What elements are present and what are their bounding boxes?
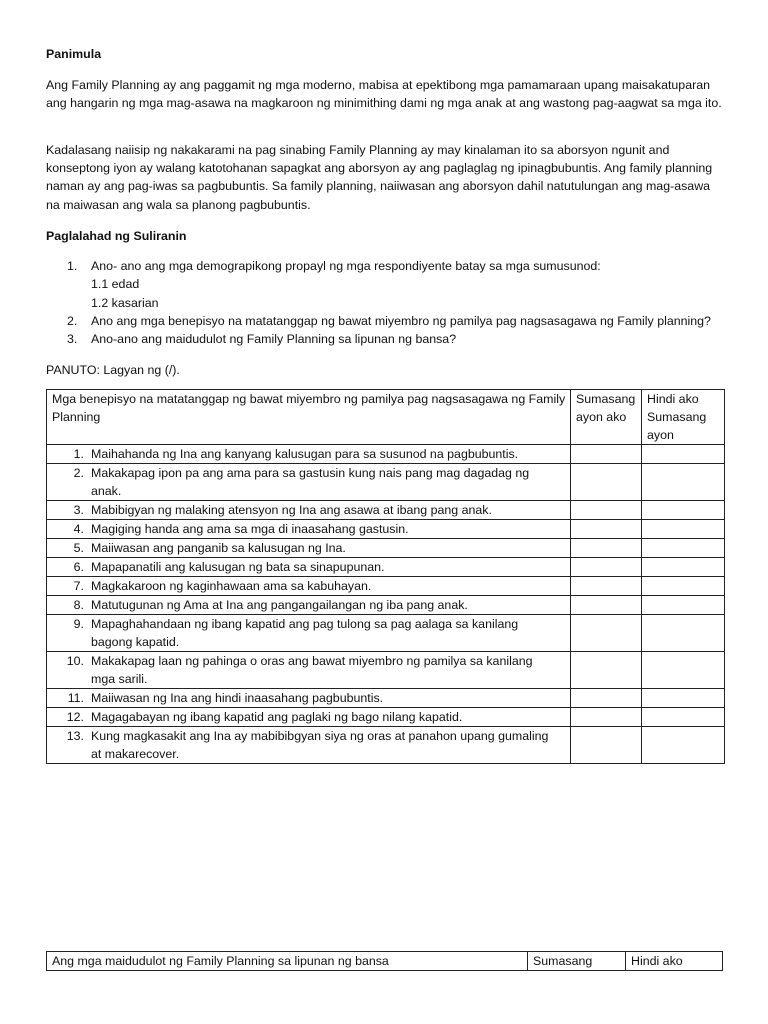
- agree-cell[interactable]: [571, 577, 642, 596]
- agree-cell[interactable]: [571, 445, 642, 464]
- table-header-agree: Sumasang: [528, 952, 626, 971]
- agree-cell[interactable]: [571, 501, 642, 520]
- disagree-cell[interactable]: [642, 520, 725, 539]
- disagree-cell[interactable]: [642, 708, 725, 727]
- table-row: 12. Magagabayan ng ibang kapatid ang paglaki ng bago nilang kapatid.: [47, 708, 725, 727]
- list-item: 1. Ano- ano ang mga demograpikong propayl ng mga respondiyente batay sa mga sumusunod:: [67, 259, 601, 273]
- list-subitem: 1.1 edad: [91, 277, 140, 292]
- disagree-cell[interactable]: [642, 689, 725, 708]
- disagree-cell[interactable]: [642, 558, 725, 577]
- agree-cell[interactable]: [571, 708, 642, 727]
- disagree-cell[interactable]: [642, 539, 725, 558]
- panuto-instruction: PANUTO: Lagyan ng (/).: [46, 363, 180, 377]
- intro-paragraph-2: Kadalasang naiisip ng nakakarami na pag sinabing Family Planning ay may kinalaman ito sa aborsyon ngunit and konseptong iyon ay walang katotohanan sapagkat ang aborsyon ay ang paglaglag ng ipinagbubuntis. Ang family planning naman ay ang pag-iwas sa pagbubuntis. Sa family planning, naiiwasan ang aborsyon dahil natutulungan ang mag-asawa na maiwasan ang wala sa planong pagbubuntis.: [46, 143, 713, 212]
- agree-cell[interactable]: [571, 520, 642, 539]
- list-subitem: 1.2 kasarian: [91, 295, 159, 310]
- table-row: 4. Magiging handa ang ama sa mga di inaasahang gastusin.: [47, 520, 725, 539]
- disagree-cell[interactable]: [642, 652, 725, 689]
- table-row: 7. Magkakaroon ng kaginhawaan ama sa kabuhayan.: [47, 577, 725, 596]
- table-row: 13. Kung magkasakit ang Ina ay mabibibgyan siya ng oras at panahon upang gumaling at makarecover.: [47, 727, 725, 764]
- table-header-society: Ang mga maidudulot ng Family Planning sa lipunan ng bansa: [47, 952, 528, 971]
- disagree-cell[interactable]: [642, 615, 725, 652]
- disagree-cell[interactable]: [642, 445, 725, 464]
- benefits-table: [46, 389, 725, 764]
- disagree-cell[interactable]: [642, 577, 725, 596]
- table-row: 2. Makakapag ipon pa ang ama para sa gastusin kung nais pang mag dagadag ng anak.: [47, 464, 725, 501]
- table-header-disagree: Hindi ako: [626, 952, 723, 971]
- table-row: 6. Mapapanatili ang kalusugan ng bata sa sinapupunan.: [47, 558, 725, 577]
- table-header-benefits: Mga benepisyo na matatanggap ng bawat miyembro ng pamilya pag nagsasagawa ng Family Planning: [47, 390, 571, 445]
- table-header-disagree: Hindi ako Sumasang ayon: [642, 390, 725, 445]
- disagree-cell[interactable]: [642, 727, 725, 764]
- intro-paragraph-1: Ang Family Planning ay ang paggamit ng mga moderno, mabisa at epektibong mga pamamaraan upang maisakatuparan ang hangarin ng mga mag-asawa na magkaroon ng minimithing dami ng mga anak at ang wastong pag-aagwat sa mga ito.: [46, 78, 722, 111]
- society-table: [46, 951, 723, 971]
- agree-cell[interactable]: [571, 539, 642, 558]
- agree-cell[interactable]: [571, 464, 642, 501]
- disagree-cell[interactable]: [642, 501, 725, 520]
- list-item: 2. Ano ang mga benepisyo na matatanggap ng bawat miyembro ng pamilya pag nagsasagawa ng Family planning?: [67, 313, 711, 328]
- disagree-cell[interactable]: [642, 464, 725, 501]
- table-header-row: [47, 390, 725, 445]
- intro-heading: Panimula: [46, 47, 102, 61]
- problem-heading: Paglalahad ng Suliranin: [46, 229, 187, 243]
- agree-cell[interactable]: [571, 689, 642, 708]
- list-item: 3. Ano-ano ang maidudulot ng Family Planning sa lipunan ng bansa?: [67, 332, 457, 347]
- table-row: 5. Maiiwasan ang panganib sa kalusugan ng Ina.: [47, 539, 725, 558]
- disagree-cell[interactable]: [642, 596, 725, 615]
- table-row: 1. Maihahanda ng Ina ang kanyang kalusugan para sa susunod na pagbubuntis.: [47, 445, 725, 464]
- agree-cell[interactable]: [571, 558, 642, 577]
- problem-list: [46, 257, 724, 348]
- table-row: 3. Mabibigyan ng malaking atensyon ng Ina ang asawa at ibang pang anak.: [47, 501, 725, 520]
- table-row: 9. Mapaghahandaan ng ibang kapatid ang pag tulong sa pag aalaga sa kanilang bagong kapatid.: [47, 615, 725, 652]
- agree-cell[interactable]: [571, 652, 642, 689]
- table-row: 11. Maiiwasan ng Ina ang hindi inaasahang pagbubuntis.: [47, 689, 725, 708]
- table-header-agree: Sumasang ayon ako: [571, 390, 642, 445]
- table-header-row: [47, 952, 723, 971]
- table-row: 8. Matutugunan ng Ama at Ina ang pangangailangan ng iba pang anak.: [47, 596, 725, 615]
- agree-cell[interactable]: [571, 615, 642, 652]
- agree-cell[interactable]: [571, 727, 642, 764]
- table-row: 10. Makakapag laan ng pahinga o oras ang bawat miyembro ng pamilya sa kanilang mga sarili.: [47, 652, 725, 689]
- agree-cell[interactable]: [571, 596, 642, 615]
